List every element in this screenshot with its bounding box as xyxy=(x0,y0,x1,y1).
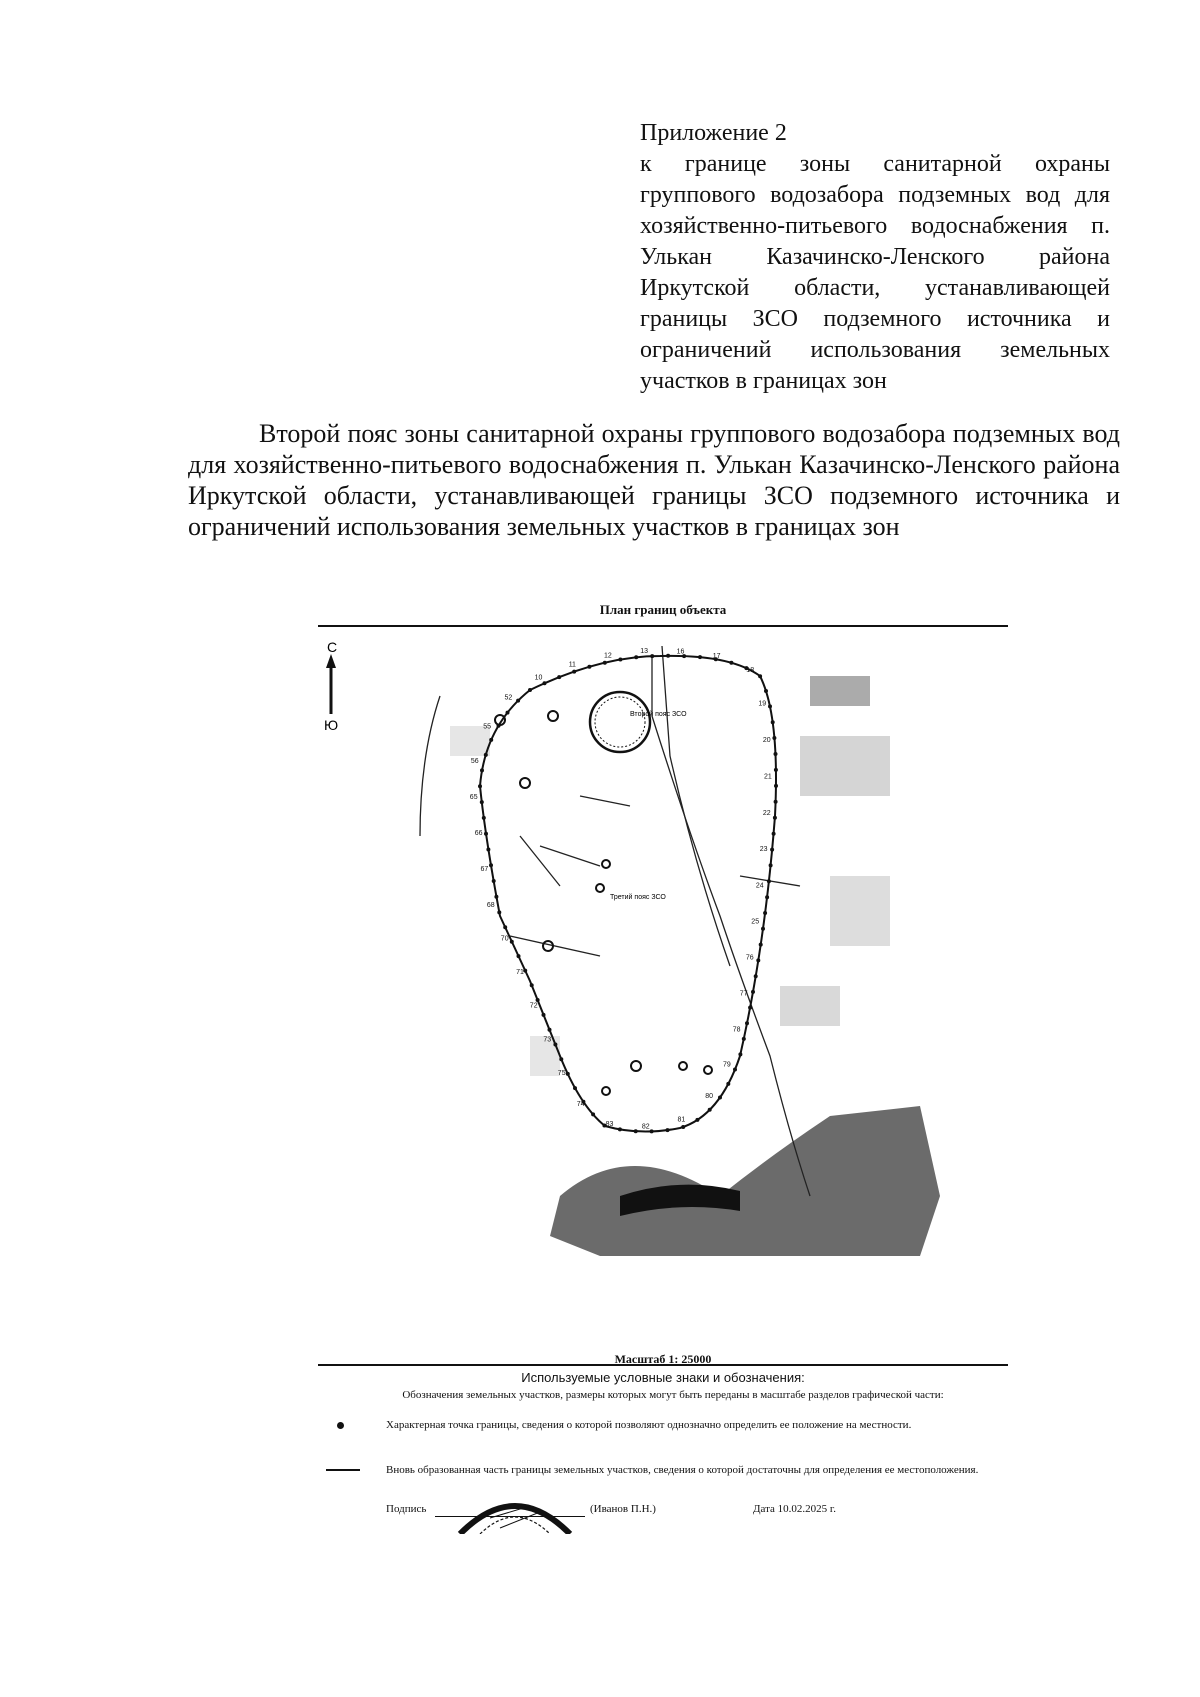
legend-line-text: Вновь образованная часть границы земельных участков, сведения о которой достаточны для определения ее местоположения. xyxy=(386,1464,979,1476)
boundary-point-number: 55 xyxy=(483,723,491,731)
boundary-point xyxy=(751,990,755,994)
river-area xyxy=(550,1106,940,1256)
boundary-point xyxy=(573,1086,577,1090)
boundary-point-number: 65 xyxy=(469,794,478,802)
plan-top-rule xyxy=(318,625,1008,627)
boundary-point xyxy=(774,768,778,772)
boundary-point xyxy=(572,670,576,674)
boundary-point xyxy=(695,1118,699,1122)
boundary-point xyxy=(517,954,521,958)
boundary-point-number: 56 xyxy=(470,757,479,765)
boundary-point xyxy=(774,752,778,756)
signature-label: Подпись xyxy=(386,1503,427,1515)
boundary-point-number: 13 xyxy=(640,648,648,656)
boundary-point xyxy=(489,863,493,867)
boundary-point-number: 76 xyxy=(745,954,754,962)
boundary-point-number: 71 xyxy=(516,968,524,976)
first-belt-circle xyxy=(590,692,650,752)
legend-description: Обозначения земельных участков, размеры которых могут быть переданы в масштабе разделов графической части: xyxy=(402,1389,944,1401)
boundary-point xyxy=(666,1128,670,1132)
boundary-point-number: 78 xyxy=(732,1026,741,1034)
boundary-point xyxy=(770,848,774,852)
boundary-point xyxy=(557,675,561,679)
boundary-point-number: 22 xyxy=(762,809,771,817)
boundary-point xyxy=(769,863,773,867)
boundary-point-number: 83 xyxy=(605,1121,614,1128)
boundary-point xyxy=(733,1068,737,1072)
boundary-point xyxy=(497,910,501,914)
boundary-point xyxy=(634,1129,638,1133)
boundary-point-legend-icon xyxy=(337,1422,344,1429)
boundary-point xyxy=(542,1013,546,1017)
boundary-point xyxy=(528,688,532,692)
boundary-point-number: 68 xyxy=(486,902,495,910)
boundary-point xyxy=(650,654,654,658)
boundary-point xyxy=(591,1112,595,1116)
legend-heading: Используемые условные знаки и обозначения: xyxy=(521,1370,805,1385)
appendix-block xyxy=(640,118,1110,397)
boundary-point-number: 82 xyxy=(641,1123,650,1131)
boundary-point-number: 10 xyxy=(534,674,543,682)
boundary-point xyxy=(764,689,768,693)
boundary-point xyxy=(494,895,498,899)
boundary-point-number: 67 xyxy=(480,866,489,874)
boundary-point xyxy=(587,665,591,669)
boundary-point xyxy=(559,1057,563,1061)
north-arrow-icon xyxy=(324,639,338,733)
boundary-point xyxy=(729,661,733,665)
boundary-point xyxy=(763,911,767,915)
boundary-point xyxy=(484,832,488,836)
north-label: С xyxy=(327,639,338,655)
boundary-point xyxy=(480,768,484,772)
boundary-point xyxy=(759,943,763,947)
boundary-point-number: 12 xyxy=(604,652,612,660)
boundary-point xyxy=(773,816,777,820)
boundary-point-number: 20 xyxy=(762,736,771,744)
boundary-point xyxy=(484,753,488,757)
boundary-point xyxy=(492,879,496,883)
boundary-point xyxy=(603,661,607,665)
boundary-point xyxy=(758,674,762,678)
boundary-point-number: 79 xyxy=(723,1061,731,1069)
boundary-point xyxy=(548,1028,552,1032)
boundary-point xyxy=(772,736,776,740)
boundary-point xyxy=(489,738,493,742)
boundary-point-number: 74 xyxy=(576,1101,585,1109)
boundary-point xyxy=(566,1072,570,1076)
boundary-point-number: 23 xyxy=(759,846,768,854)
boundary-point xyxy=(774,800,778,804)
boundary-point xyxy=(765,895,769,899)
document-heading: Второй пояс зоны санитарной охраны группового водозабора подземных вод для хозяйственно-питьевого водоснабжения п. Улькан Казачинско-Ленского района Иркутской области, устанавливающей границы ЗСО подземного источника и ограничений использования земельных участков в границах зон xyxy=(188,419,1120,541)
boundary-point-number: 77 xyxy=(739,990,748,998)
boundary-point xyxy=(738,1052,742,1056)
boundary-point xyxy=(756,958,760,962)
boundary-point xyxy=(650,1129,654,1133)
legend-dot-text: Характерная точка границы, сведения о которой позволяют однозначно определить ее положение на местности. xyxy=(386,1419,912,1431)
boundary-point xyxy=(772,832,776,836)
boundary-point xyxy=(748,1006,752,1010)
boundary-map xyxy=(300,636,1020,1356)
appendix-subtitle: к границе зоны санитарной охраны группового водозабора подземных вод для хозяйственно-питьевого водоснабжения п. Улькан Казачинско-Ленского района Иркутской области, устанавливающей границы ЗСО подземного источника и ограничений использования земельных участков в границах зон xyxy=(640,151,1110,394)
point-labels xyxy=(470,648,772,1130)
boundary-point xyxy=(634,655,638,659)
boundary-point xyxy=(698,655,702,659)
boundary-point xyxy=(510,940,514,944)
boundary-point xyxy=(726,1082,730,1086)
signature-date: Дата 10.02.2025 г. xyxy=(753,1503,836,1515)
boundary-point xyxy=(480,800,484,804)
boundary-point xyxy=(543,681,547,685)
landmark-markers xyxy=(495,636,712,1095)
boundary-point-number: 75 xyxy=(557,1070,566,1077)
boundary-point-number: 66 xyxy=(474,830,483,838)
stamp-icon xyxy=(440,1488,590,1534)
boundary-point-number: 19 xyxy=(758,700,767,708)
south-label: Ю xyxy=(324,717,339,733)
boundary-point xyxy=(516,699,520,703)
appendix-title: Приложение 2 xyxy=(640,120,787,146)
terrain-background xyxy=(450,676,890,1076)
boundary-point xyxy=(666,654,670,658)
boundary-point-number: 73 xyxy=(543,1036,552,1044)
boundary-point xyxy=(536,998,540,1002)
zone2-label: Второй пояс ЗСО xyxy=(630,711,687,718)
boundary-point-number: 11 xyxy=(568,661,576,669)
boundary-point xyxy=(618,1127,622,1131)
boundary-point xyxy=(553,1043,557,1047)
plan-title: План границ объекта xyxy=(599,602,727,617)
boundary-point-number: 52 xyxy=(504,694,513,702)
boundary-point xyxy=(503,925,507,929)
boundary-point-number: 70 xyxy=(500,935,509,943)
scale-label: Масштаб 1: 25000 xyxy=(614,1352,712,1366)
boundary-point xyxy=(718,1096,722,1100)
boundary-point xyxy=(767,879,771,883)
boundary-point xyxy=(482,816,486,820)
boundary-point xyxy=(681,1125,685,1129)
boundary-point-number: 18 xyxy=(746,666,755,674)
boundary-point-number: 24 xyxy=(755,882,764,890)
boundary-point xyxy=(754,974,758,978)
boundary-line-legend-icon xyxy=(326,1469,360,1471)
boundary-point xyxy=(530,983,534,987)
boundary-point xyxy=(478,784,482,788)
boundary-point xyxy=(618,658,622,662)
boundary-point xyxy=(486,848,490,852)
boundary-point xyxy=(742,1037,746,1041)
boundary-point xyxy=(761,927,765,931)
boundary-point-number: 72 xyxy=(529,1002,538,1010)
zone3-label: Третий пояс ЗСО xyxy=(610,894,666,901)
boundary-point-number: 16 xyxy=(676,648,685,656)
boundary-point xyxy=(768,704,772,708)
boundary-point-number: 17 xyxy=(712,653,721,660)
boundary-point-number: 21 xyxy=(764,773,772,781)
boundary-point xyxy=(506,711,510,715)
boundary-point-number: 81 xyxy=(677,1116,686,1124)
boundary-point-number: 80 xyxy=(705,1093,713,1101)
boundary-point xyxy=(745,1021,749,1025)
boundary-point-number: 25 xyxy=(751,918,760,926)
boundary-point xyxy=(708,1108,712,1112)
boundary-point xyxy=(771,720,775,724)
signature-name: (Иванов П.Н.) xyxy=(590,1503,656,1515)
boundary-point xyxy=(774,784,778,788)
